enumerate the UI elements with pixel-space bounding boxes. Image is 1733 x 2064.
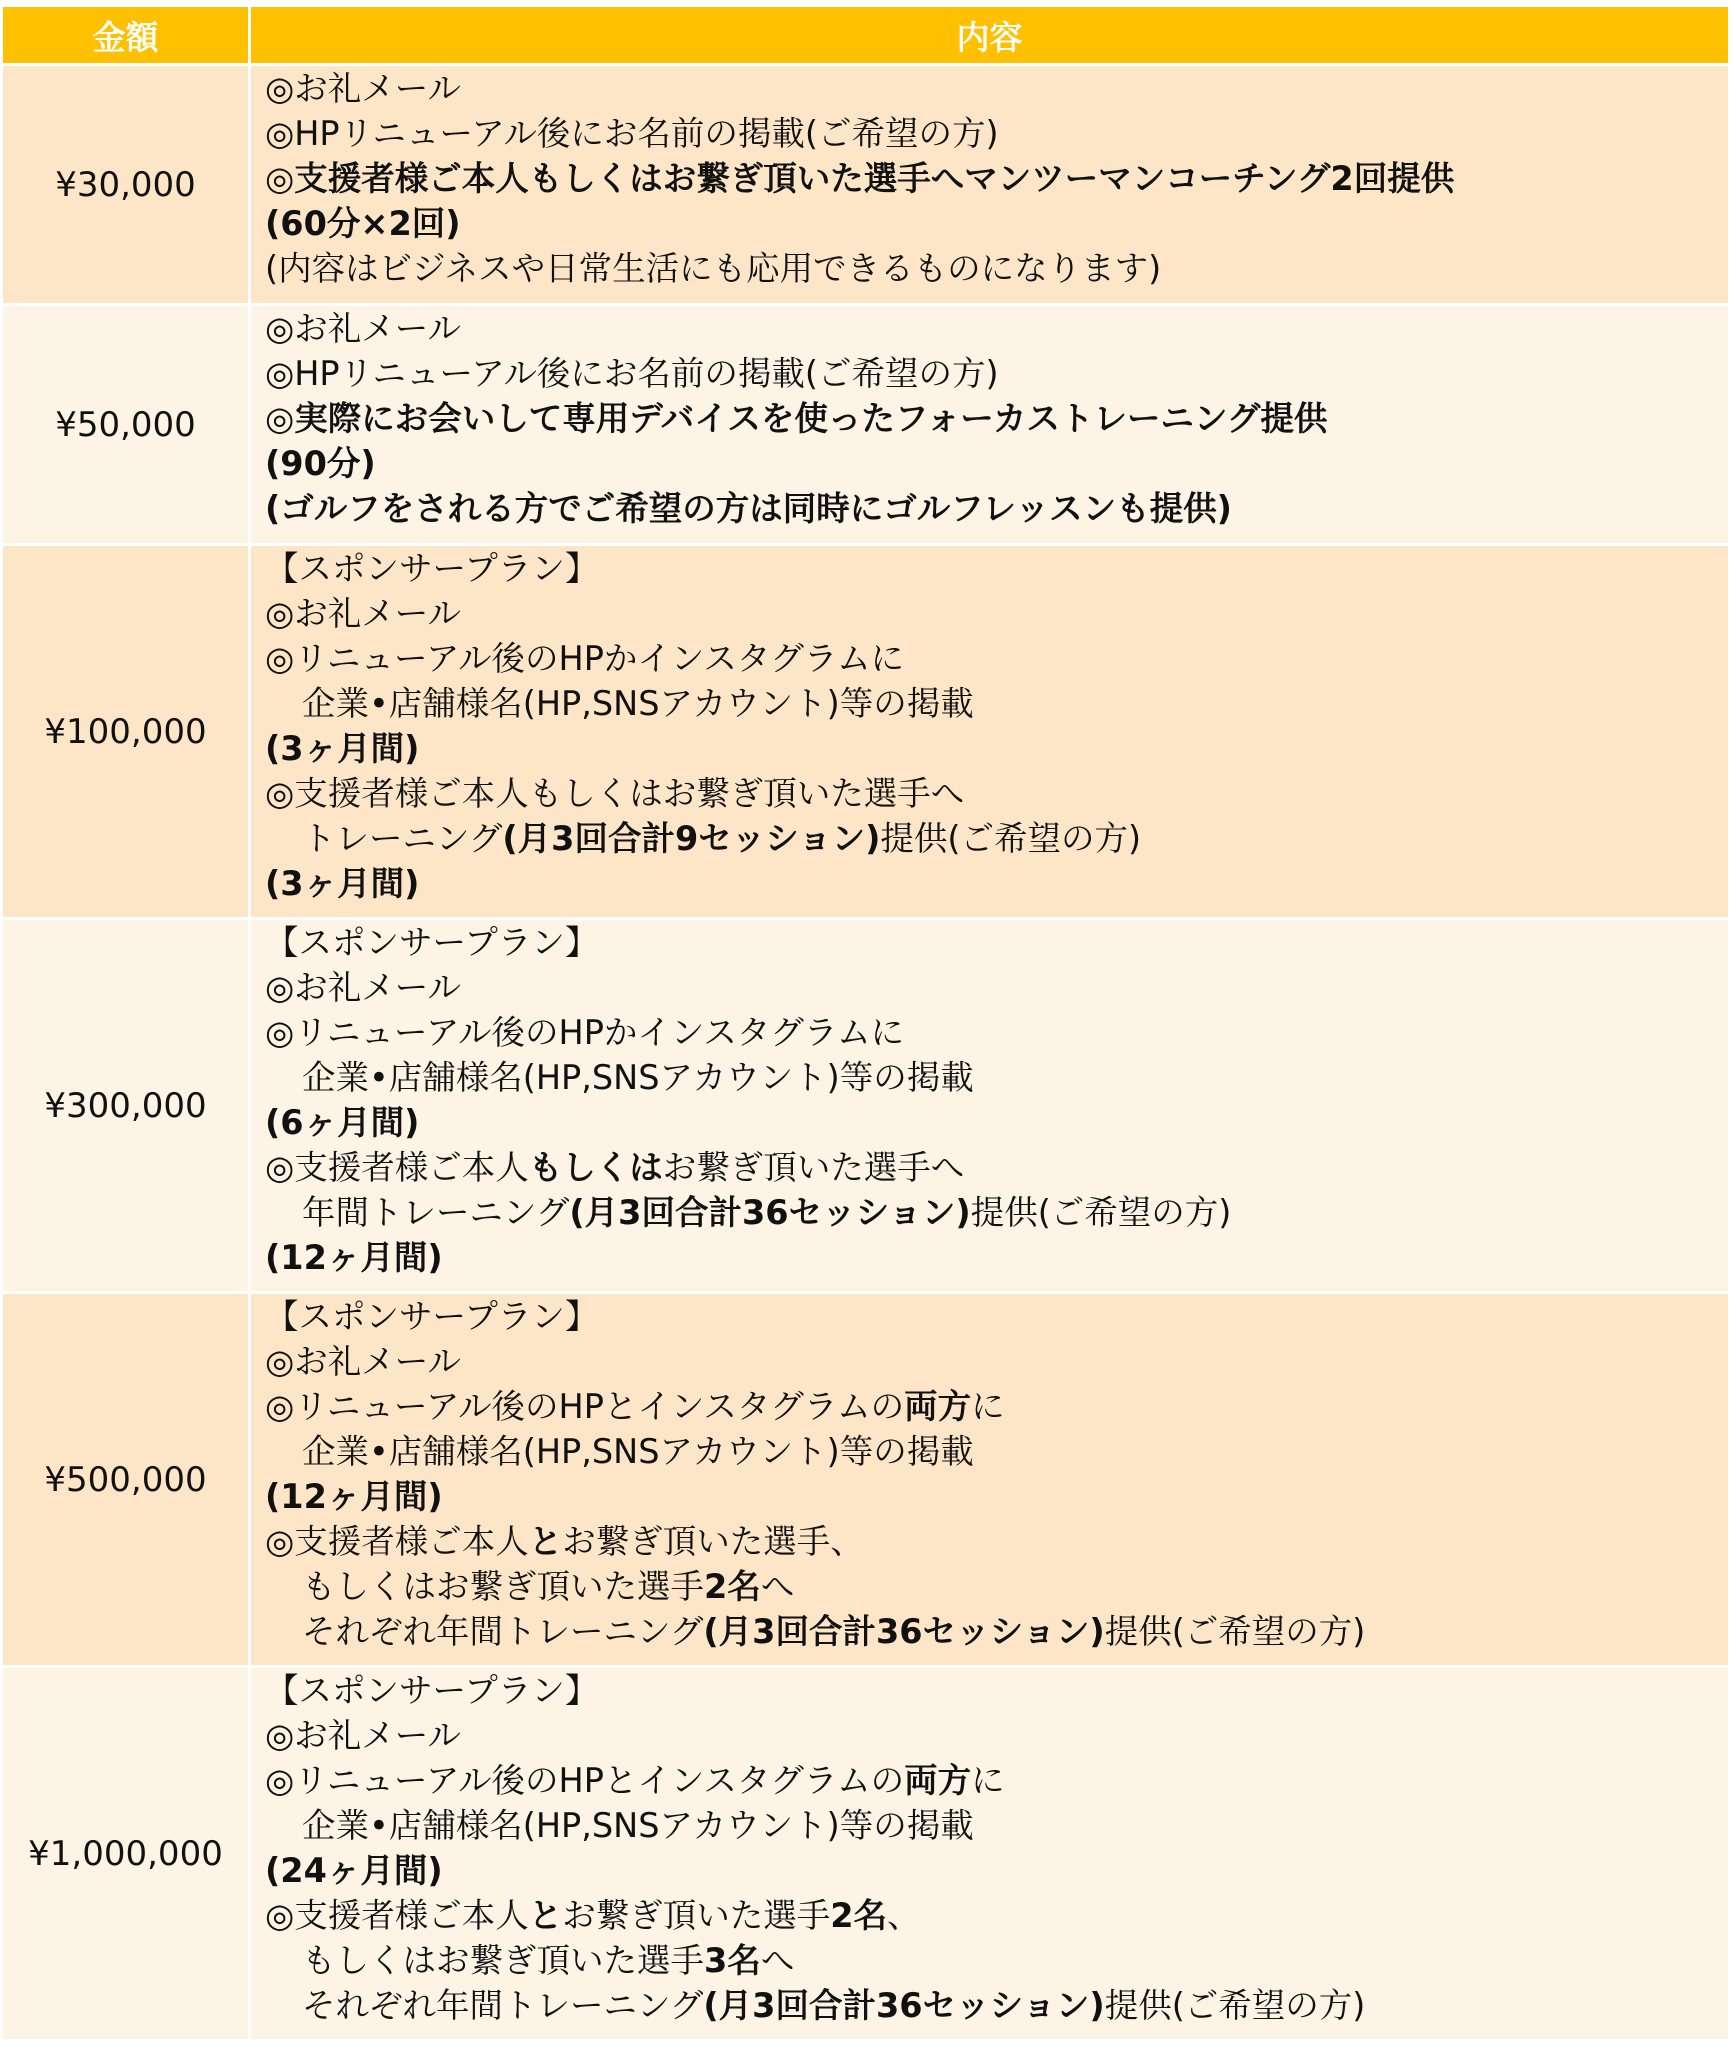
amount-cell: ¥500,000 — [3, 1294, 251, 1668]
bold-text: 2名 — [704, 1567, 761, 1606]
bold-text: (3ヶ月間) — [265, 864, 420, 903]
amount-cell: ¥50,000 — [3, 306, 251, 546]
amount-cell: ¥100,000 — [3, 546, 251, 920]
content-line — [265, 1803, 1728, 1848]
text: 企業•店舗様名(HP,SNSアカウント)等の掲載 — [302, 1058, 974, 1097]
content-line — [265, 1848, 1728, 1893]
text: もしくはお繋ぎ頂いた選手 — [302, 1567, 704, 1606]
text: 年間トレーニング — [302, 1193, 570, 1232]
text: に — [971, 1761, 1005, 1800]
text: に — [971, 1387, 1005, 1426]
amount-cell: ¥300,000 — [3, 920, 251, 1294]
text: ◎支援者様ご本人 — [265, 1148, 529, 1187]
bold-text: と — [528, 1522, 563, 1561]
table-body — [3, 66, 1728, 2042]
text: ◎お礼メール — [265, 594, 462, 633]
content-line — [265, 636, 1728, 681]
content-line — [265, 66, 1728, 111]
content-cell — [251, 1668, 1728, 2042]
text: (内容はビジネスや日常生活にも応用できるものになります) — [265, 249, 1162, 288]
content-line — [265, 1055, 1728, 1100]
text: 【スポンサープラン】 — [265, 1297, 599, 1336]
content-line — [265, 965, 1728, 1010]
content-line — [265, 771, 1728, 816]
text: ◎リニューアル後のHPかインスタグラムに — [265, 639, 905, 678]
content-line — [265, 681, 1728, 726]
content-line — [265, 306, 1728, 351]
bold-text: (月3回合計36セッション) — [569, 1193, 971, 1232]
content-line — [265, 1668, 1728, 1713]
content-line — [265, 1893, 1728, 1938]
text: 【スポンサープラン】 — [265, 549, 599, 588]
content-line — [265, 1758, 1728, 1803]
bold-text: (月3回合計36セッション) — [703, 1986, 1105, 2025]
text: 企業•店舗様名(HP,SNSアカウント)等の掲載 — [302, 1806, 974, 1845]
bold-text: ◎実際にお会いして専用デバイスを使ったフォーカストレーニング提供 — [265, 399, 1328, 438]
content-line — [265, 591, 1728, 636]
text: 【スポンサープラン】 — [265, 1671, 599, 1710]
bold-text: (90分) — [265, 444, 376, 483]
text: ◎お礼メール — [265, 968, 462, 1007]
content-line — [265, 111, 1728, 156]
text: お繋ぎ頂いた選手へ — [662, 1148, 965, 1187]
amount-cell: ¥30,000 — [3, 66, 251, 306]
table-row — [3, 920, 1728, 1294]
bold-text: (12ヶ月間) — [265, 1477, 443, 1516]
content-cell — [251, 66, 1728, 306]
bold-text: (6ヶ月間) — [265, 1103, 420, 1142]
text: へ — [760, 1567, 795, 1606]
bold-text: (12ヶ月間) — [265, 1238, 443, 1277]
content-cell — [251, 546, 1728, 920]
table-row — [3, 306, 1728, 546]
content-line — [265, 1609, 1728, 1654]
bold-text: 両方 — [904, 1761, 972, 1800]
content-line — [265, 1190, 1728, 1235]
text: ◎お礼メール — [265, 69, 462, 108]
content-line — [265, 1294, 1728, 1339]
bold-text: (月3回合計9セッション) — [502, 819, 881, 858]
text: ◎リニューアル後のHPとインスタグラムの — [265, 1387, 905, 1426]
amount-cell: ¥1,000,000 — [3, 1668, 251, 2042]
table-header-row — [3, 7, 1728, 66]
plan-table — [3, 7, 1728, 2042]
content-cell — [251, 1294, 1728, 1668]
content-line — [265, 351, 1728, 396]
text: 、 — [887, 1896, 921, 1935]
text: ◎リニューアル後のHPかインスタグラムに — [265, 1013, 905, 1052]
text: ◎支援者様ご本人 — [265, 1896, 529, 1935]
content-line — [265, 1384, 1728, 1429]
content-line — [265, 726, 1728, 771]
content-line — [265, 1010, 1728, 1055]
content-line — [265, 920, 1728, 965]
content-line — [265, 861, 1728, 906]
text: ◎支援者様ご本人 — [265, 1522, 529, 1561]
text: 提供(ご希望の方) — [970, 1193, 1232, 1232]
content-line — [265, 441, 1728, 486]
text: それぞれ年間トレーニング — [302, 1612, 704, 1651]
bold-text: (60分×2回) — [265, 204, 461, 243]
bold-text: と — [528, 1896, 563, 1935]
text: ◎お礼メール — [265, 1342, 462, 1381]
text: お繋ぎ頂いた選手、 — [562, 1522, 864, 1561]
text: お繋ぎ頂いた選手 — [562, 1896, 831, 1935]
bold-text: (月3回合計36セッション) — [703, 1612, 1105, 1651]
content-line — [265, 1339, 1728, 1384]
content-line — [265, 1519, 1728, 1564]
text: 提供(ご希望の方) — [1104, 1986, 1366, 2025]
bold-text: 両方 — [904, 1387, 972, 1426]
content-line — [265, 156, 1728, 201]
content-cell — [251, 920, 1728, 1294]
bold-text: (24ヶ月間) — [265, 1851, 443, 1890]
bold-text: (ゴルフをされる方でご希望の方は同時にゴルフレッスンも提供) — [265, 489, 1232, 528]
text: 提供(ご希望の方) — [1104, 1612, 1366, 1651]
table-row — [3, 66, 1728, 306]
content-line — [265, 486, 1728, 531]
content-line — [265, 1235, 1728, 1280]
text: 提供(ご希望の方) — [880, 819, 1142, 858]
content-line — [265, 1145, 1728, 1190]
bold-text: 2名 — [830, 1896, 888, 1935]
text: もしくはお繋ぎ頂いた選手 — [302, 1941, 704, 1980]
table-row — [3, 1668, 1728, 2042]
text: 企業•店舗様名(HP,SNSアカウント)等の掲載 — [302, 1432, 974, 1471]
text: ◎お礼メール — [265, 1716, 462, 1755]
bold-text: もしくは — [528, 1148, 663, 1187]
header-content: 内容 — [251, 7, 1728, 66]
bold-text: (3ヶ月間) — [265, 729, 420, 768]
table-row — [3, 1294, 1728, 1668]
content-line — [265, 1429, 1728, 1474]
text: ◎HPリニューアル後にお名前の掲載(ご希望の方) — [265, 114, 999, 153]
text: トレーニング — [302, 819, 503, 858]
text: へ — [760, 1941, 795, 1980]
content-line — [265, 1100, 1728, 1145]
header-amount: 金額 — [3, 7, 251, 66]
text: 企業•店舗様名(HP,SNSアカウント)等の掲載 — [302, 684, 974, 723]
text: ◎お礼メール — [265, 309, 462, 348]
content-line — [265, 1713, 1728, 1758]
bold-text: 3名 — [704, 1941, 761, 1980]
content-line — [265, 1983, 1728, 2028]
content-line — [265, 396, 1728, 441]
table-row — [3, 546, 1728, 920]
text: 【スポンサープラン】 — [265, 923, 599, 962]
text: ◎HPリニューアル後にお名前の掲載(ご希望の方) — [265, 354, 999, 393]
text: ◎リニューアル後のHPとインスタグラムの — [265, 1761, 905, 1800]
bold-text: ◎支援者様ご本人もしくはお繋ぎ頂いた選手へマンツーマンコーチング2回提供 — [265, 159, 1455, 198]
content-cell — [251, 306, 1728, 546]
content-line — [265, 1564, 1728, 1609]
content-line — [265, 1938, 1728, 1983]
text: それぞれ年間トレーニング — [302, 1986, 704, 2025]
content-line — [265, 246, 1728, 291]
content-line — [265, 816, 1728, 861]
content-line — [265, 1474, 1728, 1519]
content-line — [265, 201, 1728, 246]
text: ◎支援者様ご本人もしくはお繋ぎ頂いた選手へ — [265, 774, 965, 813]
content-line — [265, 546, 1728, 591]
